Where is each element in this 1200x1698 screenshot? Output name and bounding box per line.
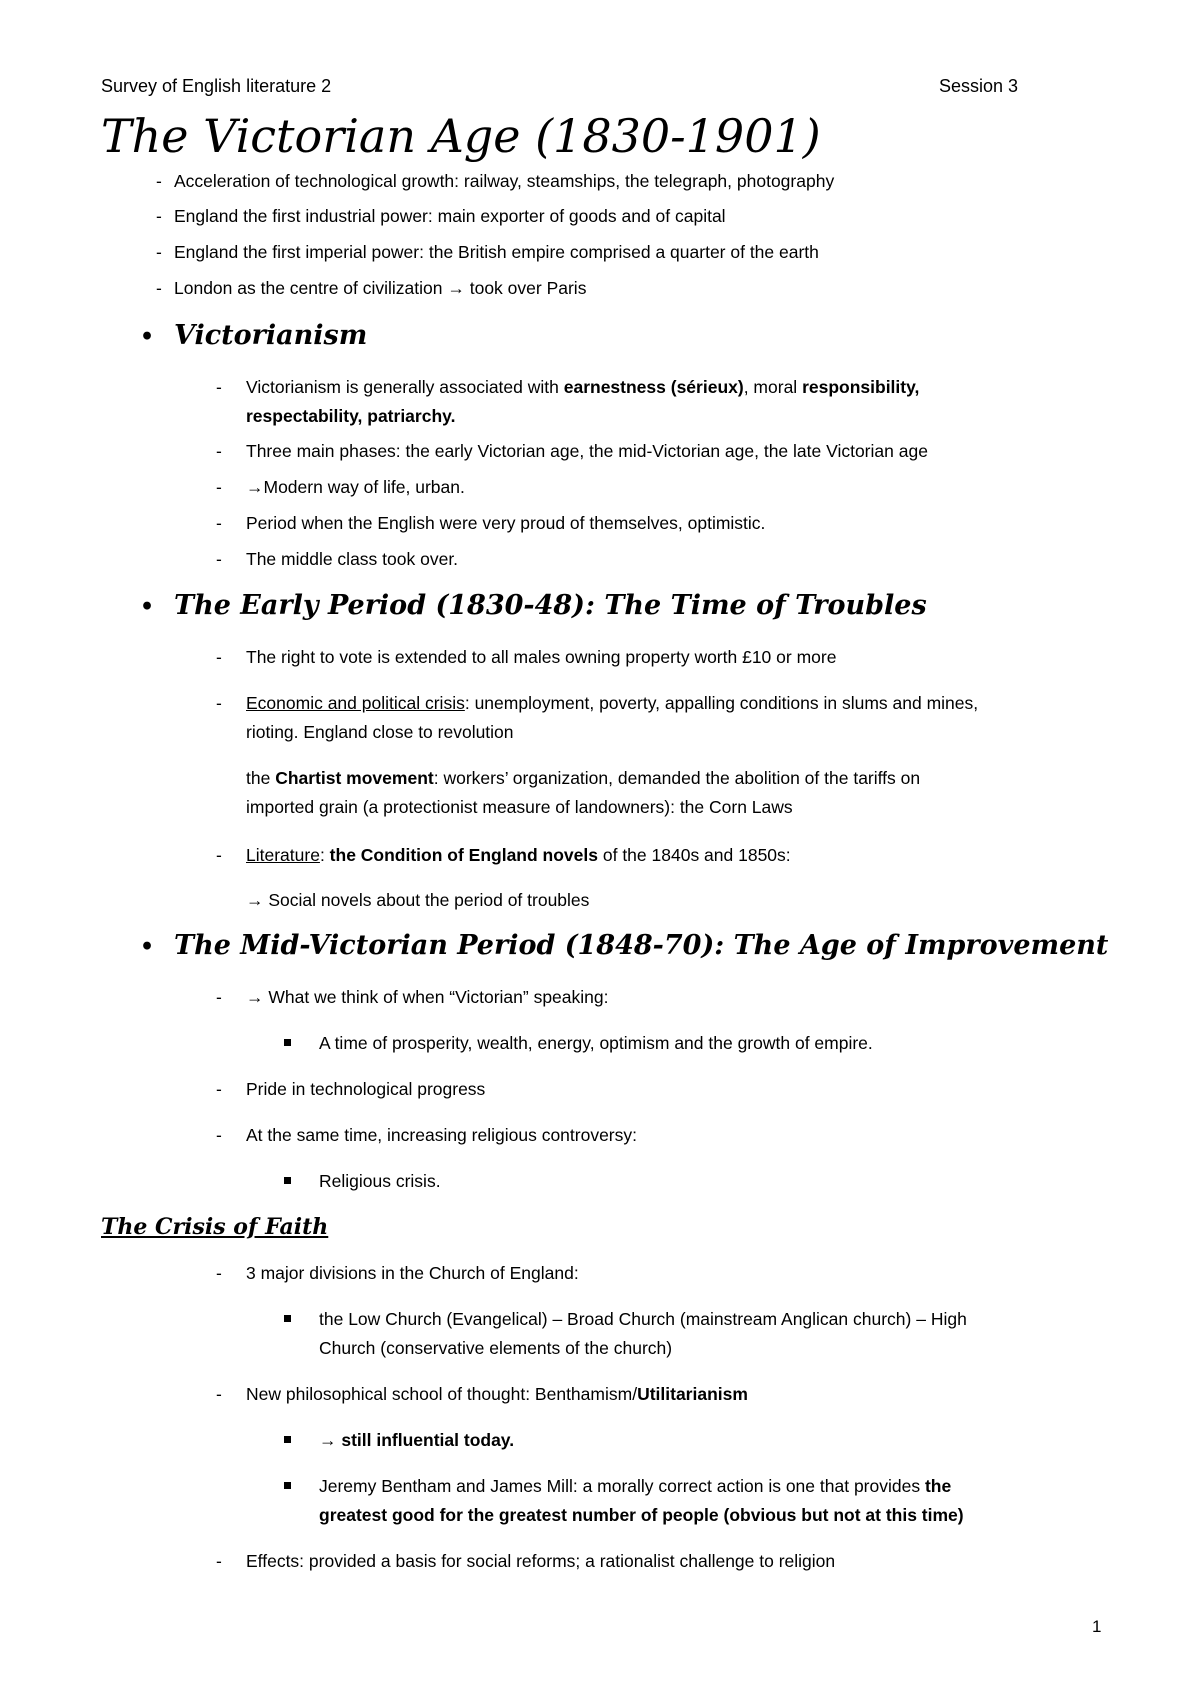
victorianism-item-5: - The middle class took over. bbox=[246, 545, 458, 574]
dash-marker: - bbox=[216, 1551, 222, 1571]
intro-item-4: - London as the centre of civilization → took over Paris bbox=[174, 274, 586, 303]
bullet-dot-icon: • bbox=[140, 324, 155, 350]
early-item-4: → Social novels about the period of troubles bbox=[246, 890, 590, 910]
header-course: Survey of English literature 2 bbox=[101, 76, 332, 96]
subsection-heading-crisis-of-faith: The Crisis of Faith bbox=[101, 1214, 329, 1240]
dash-marker: - bbox=[216, 1079, 222, 1099]
early-item-1: - The right to vote is extended to all males owning property worth £10 or more bbox=[246, 643, 836, 672]
square-bullet-icon bbox=[284, 1177, 291, 1184]
dash-marker: - bbox=[216, 987, 222, 1007]
square-bullet-icon bbox=[284, 1315, 291, 1322]
header-session: Session 3 bbox=[939, 76, 1019, 96]
square-bullet-icon bbox=[284, 1436, 291, 1443]
faith-subitem-3: Jeremy Bentham and James Mill: a morally correct action is one that provides the greatest good for the greatest number of people (obvious but not at this time) bbox=[319, 1472, 964, 1530]
early-chartist-paragraph: the Chartist movement: workers’ organization, demanded the abolition of the tariffs on imported grain (a protectionist measure of landowners): the Corn Laws bbox=[246, 768, 921, 817]
victorianism-item-3: - →Modern way of life, urban. bbox=[246, 473, 465, 502]
dash-marker: - bbox=[216, 513, 222, 533]
mid-item-1: - → What we think of when “Victorian” speaking: bbox=[246, 983, 608, 1012]
section-heading-victorianism: • Victorianism bbox=[140, 316, 367, 357]
dash-marker: - bbox=[216, 1384, 222, 1404]
dash-marker: - bbox=[216, 1263, 222, 1283]
faith-subitem-2: → still influential today. bbox=[319, 1426, 514, 1455]
bullet-dot-icon: • bbox=[140, 594, 155, 620]
intro-item-2: - England the first industrial power: main exporter of goods and of capital bbox=[174, 202, 726, 231]
mid-item-3: - At the same time, increasing religious controversy: bbox=[246, 1121, 637, 1150]
page-title: The Victorian Age (1830-1901) bbox=[101, 109, 821, 163]
square-bullet-icon bbox=[284, 1482, 291, 1489]
dash-marker: - bbox=[216, 845, 222, 865]
early-item-2: - Economic and political crisis: unemployment, poverty, appalling conditions in slums and mines, rioting. England close to revolution bbox=[246, 689, 978, 747]
dash-marker: - bbox=[216, 377, 222, 397]
bullet-dot-icon: • bbox=[140, 934, 155, 960]
dash-marker: - bbox=[216, 1125, 222, 1145]
faith-subitem-1: the Low Church (Evangelical) – Broad Church (mainstream Anglican church) – High Church (conservative elements of the church) bbox=[319, 1305, 967, 1363]
victorianism-item-1: - Victorianism is generally associated with earnestness (sérieux), moral responsibility, respectability, patriarchy. bbox=[246, 373, 919, 431]
section-heading-mid-victorian: • The Mid-Victorian Period (1848-70): The Age of Improvement bbox=[140, 926, 1108, 967]
victorianism-item-4: - Period when the English were very proud of themselves, optimistic. bbox=[246, 509, 765, 538]
faith-item-2: - New philosophical school of thought: Benthamism/Utilitarianism bbox=[246, 1380, 748, 1409]
faith-item-3: - Effects: provided a basis for social reforms; a rationalist challenge to religion bbox=[246, 1547, 835, 1576]
dash-marker: - bbox=[156, 242, 162, 262]
dash-marker: - bbox=[156, 171, 162, 191]
square-bullet-icon bbox=[284, 1039, 291, 1046]
victorianism-item-2: - Three main phases: the early Victorian age, the mid-Victorian age, the late Victorian age bbox=[246, 437, 928, 466]
mid-item-2: - Pride in technological progress bbox=[246, 1075, 485, 1104]
dash-marker: - bbox=[216, 441, 222, 461]
intro-item-3: - England the first imperial power: the British empire comprised a quarter of the earth bbox=[174, 238, 819, 267]
page-number: 1 bbox=[1092, 1617, 1102, 1636]
dash-marker: - bbox=[156, 278, 162, 298]
dash-marker: - bbox=[216, 549, 222, 569]
early-item-3: - Literature: the Condition of England novels of the 1840s and 1850s: bbox=[246, 841, 791, 870]
section-heading-early-period: • The Early Period (1830-48): The Time of Troubles bbox=[140, 586, 927, 627]
faith-item-1: - 3 major divisions in the Church of England: bbox=[246, 1259, 579, 1288]
dash-marker: - bbox=[216, 477, 222, 497]
intro-item-1: - Acceleration of technological growth: railway, steamships, the telegraph, photography bbox=[174, 167, 834, 196]
dash-marker: - bbox=[156, 206, 162, 226]
dash-marker: - bbox=[216, 693, 222, 713]
mid-subitem-1: A time of prosperity, wealth, energy, optimism and the growth of empire. bbox=[319, 1029, 873, 1058]
dash-marker: - bbox=[216, 647, 222, 667]
mid-subitem-2: Religious crisis. bbox=[319, 1167, 441, 1196]
